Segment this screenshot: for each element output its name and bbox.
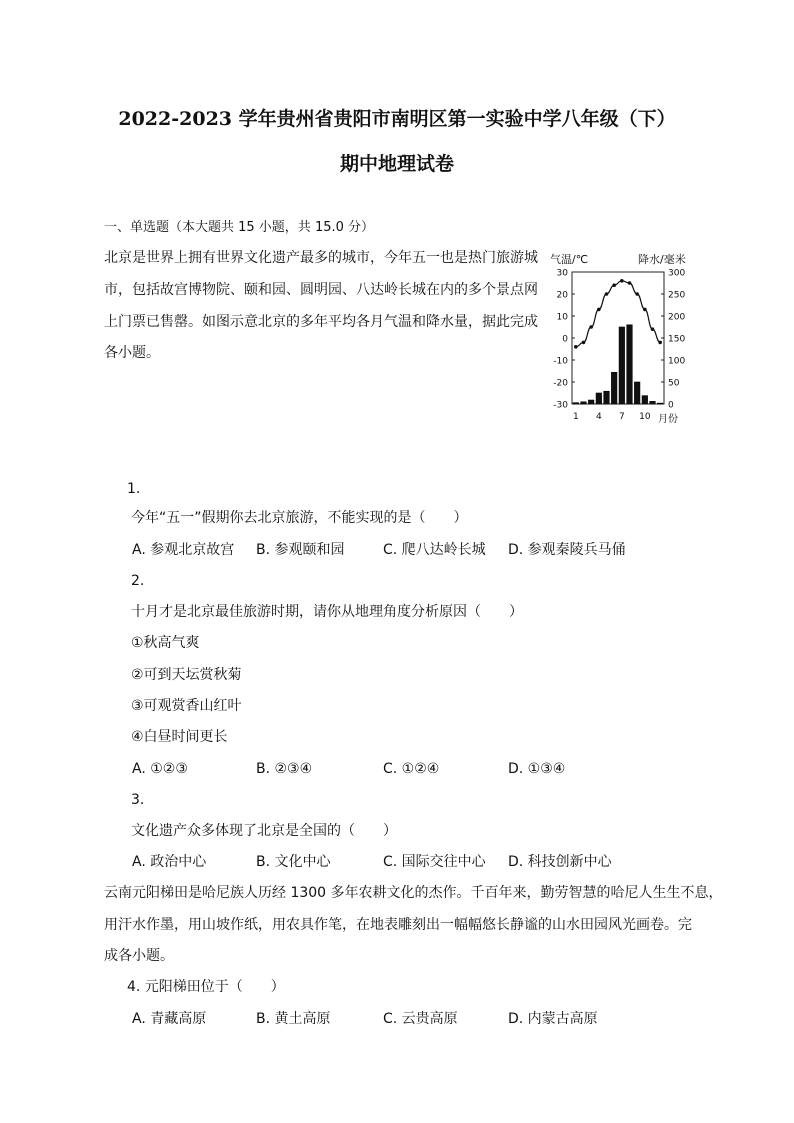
option-b[interactable]: B. 黄土高原 xyxy=(256,1011,331,1027)
option-a[interactable]: A. 参观北京故宫 xyxy=(132,542,235,558)
precipitation-bar xyxy=(619,327,625,404)
temperature-point xyxy=(620,279,624,283)
precipitation-bar xyxy=(596,393,602,404)
option-b[interactable]: B. ②③④ xyxy=(256,761,313,777)
left-tick-label: 20 xyxy=(556,290,568,301)
precipitation-bar xyxy=(581,402,587,404)
statement-item: ④白昼时间更长 xyxy=(131,729,228,745)
right-tick-label: 100 xyxy=(668,356,686,367)
option-d[interactable]: D. 内蒙古高原 xyxy=(508,1011,598,1027)
question-number: 2. xyxy=(131,573,145,589)
precipitation-bar xyxy=(588,400,594,404)
left-axis-label: 气温/℃ xyxy=(550,253,589,266)
precipitation-bar xyxy=(642,396,648,404)
right-tick-label: 250 xyxy=(668,290,686,301)
precipitation-bar xyxy=(634,382,640,404)
left-tick-label: -20 xyxy=(553,378,568,389)
passage2-line: 成各小题。 xyxy=(104,948,174,964)
passage1-line: 上门票已售罄。如图示意北京的多年平均各月气温和降水量，据此完成 xyxy=(104,314,538,330)
option-a[interactable]: A. 政治中心 xyxy=(132,854,207,870)
left-tick-label: 30 xyxy=(556,268,568,279)
temperature-point xyxy=(643,308,647,312)
left-tick-label: 10 xyxy=(556,312,568,323)
climate-chart xyxy=(540,248,700,428)
temperature-point xyxy=(589,325,593,329)
option-d[interactable]: D. 科技创新中心 xyxy=(508,854,612,870)
x-axis-label: 月份 xyxy=(658,414,678,425)
section-heading: 一、单选题（本大题共 15 小题，共 15.0 分） xyxy=(104,220,375,235)
temperature-point xyxy=(628,281,632,285)
temperature-point xyxy=(574,345,578,349)
option-b[interactable]: B. 参观颐和园 xyxy=(256,542,345,558)
question-stem: 今年“五一”假期你去北京旅游，不能实现的是（ ） xyxy=(131,510,468,526)
right-axis-label: 降水/毫米 xyxy=(638,253,686,266)
left-tick-label: -30 xyxy=(553,400,568,411)
exam-title-line1: 2022-2023 学年贵州省贵阳市南明区第一实验中学八年级（下） xyxy=(118,108,676,130)
option-c[interactable]: C. 爬八达岭长城 xyxy=(383,542,486,558)
statement-item: ②可到天坛赏秋菊 xyxy=(131,667,242,683)
temperature-point xyxy=(582,341,586,345)
passage1-line: 市，包括故宫博物院、颐和园、圆明园、八达岭长城在内的多个景点网 xyxy=(104,282,538,298)
option-a[interactable]: A. ①②③ xyxy=(132,761,188,777)
passage1-line: 各小题。 xyxy=(104,345,160,361)
x-tick-label: 10 xyxy=(639,412,651,422)
question-stem: 十月才是北京最佳旅游时期，请你从地理角度分析原因（ ） xyxy=(131,604,523,620)
precipitation-bar xyxy=(650,401,656,404)
question-stem: 4. 元阳梯田位于（ ） xyxy=(127,979,285,995)
right-tick-label: 0 xyxy=(668,400,674,411)
option-b[interactable]: B. 文化中心 xyxy=(256,854,331,870)
x-tick-label: 1 xyxy=(572,412,579,422)
precipitation-bar xyxy=(573,403,579,404)
right-tick-label: 300 xyxy=(668,268,686,279)
statement-item: ①秋高气爽 xyxy=(131,635,200,651)
statement-item: ③可观赏香山红叶 xyxy=(131,698,242,714)
option-c[interactable]: C. 国际交往中心 xyxy=(383,854,486,870)
question-number: 3. xyxy=(131,792,145,808)
precipitation-bar xyxy=(627,325,633,404)
temperature-point xyxy=(605,292,609,296)
left-tick-label: 0 xyxy=(562,334,568,345)
option-d[interactable]: D. 参观秦陵兵马俑 xyxy=(508,542,626,558)
temperature-point xyxy=(658,341,662,345)
left-tick-label: -10 xyxy=(553,356,568,367)
temperature-point xyxy=(612,283,616,287)
x-tick-label: 7 xyxy=(618,412,625,422)
option-a[interactable]: A. 青藏高原 xyxy=(132,1011,207,1027)
question-number: 1. xyxy=(127,481,141,497)
option-c[interactable]: C. ①②④ xyxy=(383,761,440,777)
precipitation-bar xyxy=(604,391,610,404)
precipitation-bar xyxy=(657,403,663,404)
right-tick-label: 50 xyxy=(668,378,680,389)
option-c[interactable]: C. 云贵高原 xyxy=(383,1011,458,1027)
temperature-line xyxy=(576,281,660,347)
precipitation-bar xyxy=(611,372,617,404)
question-stem: 文化遗产众多体现了北京是全国的（ ） xyxy=(131,823,397,839)
x-tick-label: 4 xyxy=(595,412,602,422)
passage2-line: 用汗水作墨，用山坡作纸，用农具作笔，在地表雕刻出一幅幅悠长静谧的山水田园风光画卷。完 xyxy=(104,917,692,933)
temperature-point xyxy=(651,327,655,331)
temperature-point xyxy=(597,308,601,312)
right-tick-label: 200 xyxy=(668,312,686,323)
temperature-point xyxy=(635,292,639,296)
option-d[interactable]: D. ①③④ xyxy=(508,761,566,777)
passage2-line: 云南元阳梯田是哈尼族人历经 1300 多年农耕文化的杰作。千百年来，勤劳智慧的哈尼人生生不息， xyxy=(104,885,723,901)
passage1-line: 北京是世界上拥有世界文化遗产最多的城市，今年五一也是热门旅游城 xyxy=(104,250,538,266)
exam-title-line2: 期中地理试卷 xyxy=(339,153,454,175)
right-tick-label: 150 xyxy=(668,334,686,345)
